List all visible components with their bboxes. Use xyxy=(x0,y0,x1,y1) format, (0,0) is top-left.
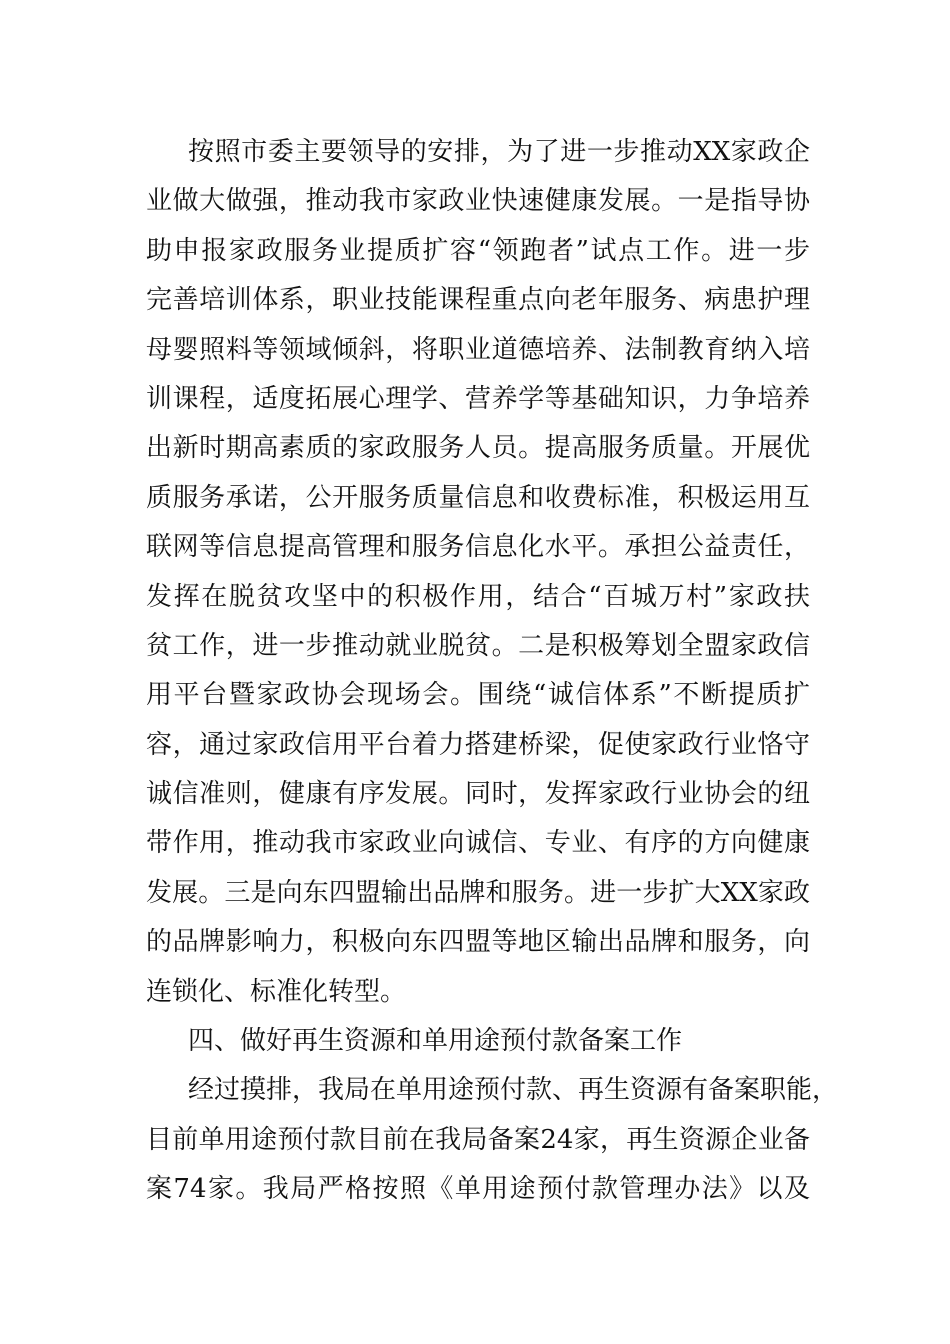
text-line: 出新时期高素质的家政服务人员。提高服务质量。开展优 xyxy=(146,433,810,464)
text-line: 的品牌影响力，积极向东四盟等地区输出品牌和服务，向 xyxy=(146,927,810,958)
text-line: 业做大做强，推动我市家政业快速健康发展。一是指导协 xyxy=(146,186,810,217)
section-heading: 四、做好再生资源和单用途预付款备案工作 xyxy=(188,1026,683,1057)
text-line: 贫工作，进一步推动就业脱贫。二是积极筹划全盟家政信 xyxy=(146,630,810,661)
text-line: 母婴照料等领域倾斜，将职业道德培养、法制教育纳入培 xyxy=(146,334,810,365)
text-line: 联网等信息提高管理和服务信息化水平。承担公益责任， xyxy=(146,532,810,563)
text-line: 发挥在脱贫攻坚中的积极作用，结合“百城万村”家政扶 xyxy=(146,581,810,612)
text-line: 连锁化、标准化转型。 xyxy=(146,976,407,1007)
text-line: 目前单用途预付款目前在我局备案24家，再生资源企业备 xyxy=(146,1124,810,1155)
text-line: 用平台暨家政协会现场会。围绕“诚信体系”不断提质扩 xyxy=(146,680,810,711)
text-line: 案74家。我局严格按照《单用途预付款管理办法》以及 xyxy=(146,1174,810,1205)
text-line: 质服务承诺，公开服务质量信息和收费标准，积极运用互 xyxy=(146,482,810,513)
text-line: 经过摸排，我局在单用途预付款、再生资源有备案职能， xyxy=(188,1075,839,1106)
text-line: 按照市委主要领导的安排，为了进一步推动XX家政企 xyxy=(188,137,810,167)
text-line: 完善培训体系，职业技能课程重点向老年服务、病患护理 xyxy=(146,285,810,316)
text-line: 诚信准则，健康有序发展。同时，发挥家政行业协会的纽 xyxy=(146,779,810,810)
text-line: 训课程，适度拓展心理学、营养学等基础知识，力争培养 xyxy=(146,383,810,414)
text-line: 容，通过家政信用平台着力搭建桥梁，促使家政行业恪守 xyxy=(146,729,810,760)
text-line: 助申报家政服务业提质扩容“领跑者”试点工作。进一步 xyxy=(146,235,810,266)
body-text xyxy=(146,128,839,1215)
text-line: 带作用，推动我市家政业向诚信、专业、有序的方向健康 xyxy=(146,828,810,859)
text-line: 发展。三是向东四盟输出品牌和服务。进一步扩大XX家政 xyxy=(146,877,810,908)
